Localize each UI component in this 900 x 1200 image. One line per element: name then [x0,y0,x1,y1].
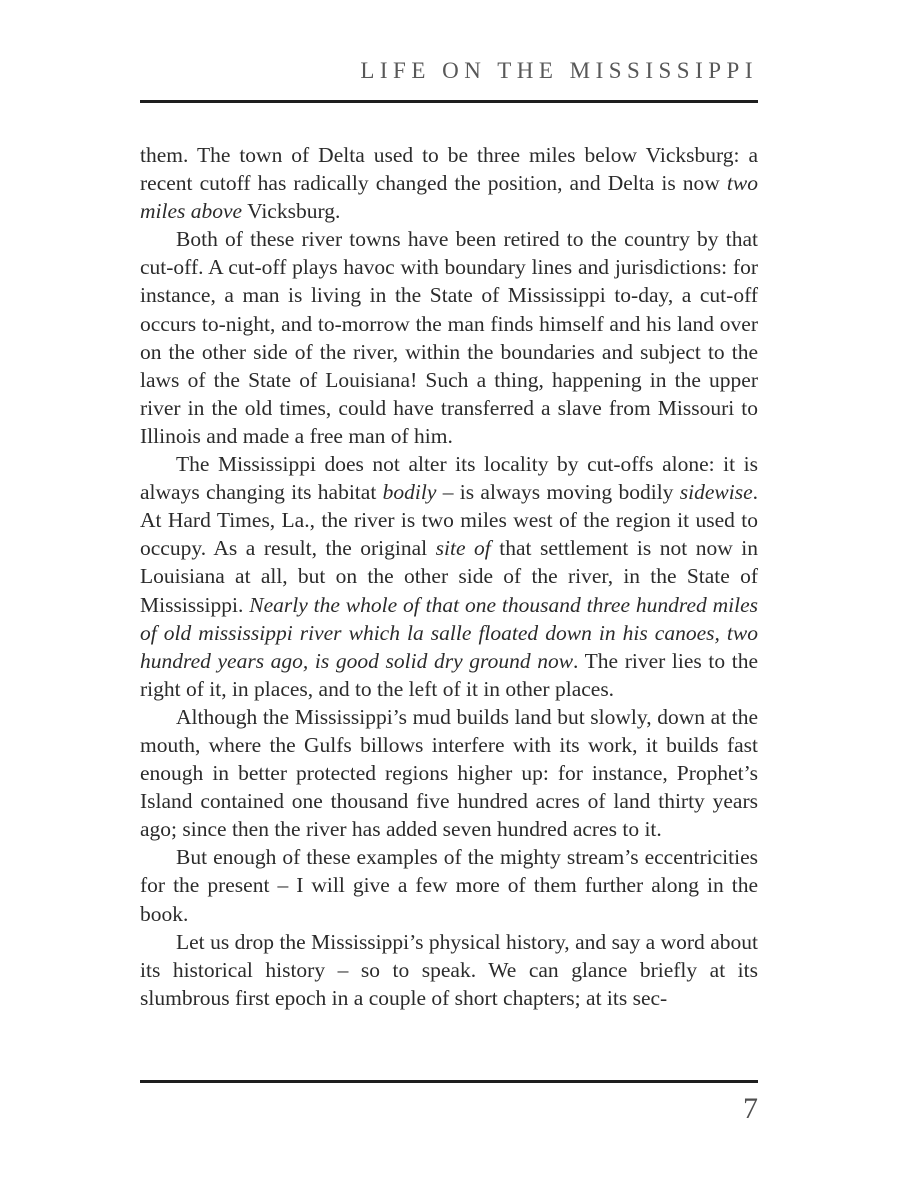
text-run: . The river lies to the right of it, in places, and to the left of it in other places. [140,648,758,701]
italic-text-run: sidewise [679,480,753,505]
paragraph [140,141,758,225]
paragraph [140,225,758,450]
page-header [140,0,758,103]
italic-text-run: site of [435,536,491,561]
page-footer [140,1080,758,1127]
text-run: . At Hard Times, La., the river is two miles west of the region it used to occupy. As a result, the original [140,480,758,561]
text-run: – is always moving bodily [436,480,680,505]
paragraph [140,703,758,843]
running-head-title: LIFE ON THE MISSISSIPPI [360,58,758,83]
paragraph [140,450,758,703]
paragraph [140,928,758,1012]
text-run: Vicksburg. [242,199,341,224]
text-run: But enough of these examples of the mighty stream’s eccentricities for the present – I will give a few more of them further along in the book. [140,845,758,926]
text-run: them. The town of Delta used to be three miles below Vicksburg: a recent cutoff has radically changed the position, and Delta is now [140,143,758,196]
page-number: 7 [743,1092,758,1125]
text-run: Let us drop the Mississippi’s physical history, and say a word about its historical history – so to speak. We can glance briefly at its slumbrous first epoch in a couple of short chapters; at its sec- [140,929,758,1010]
footer-rule [140,1080,758,1083]
italic-text-run: two miles above [140,171,758,224]
header-rule [140,100,758,103]
paragraph [140,843,758,927]
text-run: The Mississippi does not alter its locality by cut-offs alone: it is always changing its habitat [140,452,758,505]
body-text [140,141,758,1012]
text-run: that settlement is not now in Louisiana at all, but on the other side of the river, in the State of Mississippi. [140,536,758,617]
text-run: Although the Mississippi’s mud builds land but slowly, down at the mouth, where the Gulfs billows interfere with its work, it builds fast enough in better protected regions higher up: for instance, Prophet’s Island contained one thousand five hundred acres of land thirty years ago; since then the river has added seven hundred acres to it. [140,704,758,842]
text-run: Both of these river towns have been retired to the country by that cut-off. A cut-off plays havoc with boundary lines and jurisdictions: for instance, a man is living in the State of Mississippi to-day, a cut-off occurs to-night, and to-morrow the man finds himself and his land over on the other side of the river, within the boundaries and subject to the laws of the State of Louisiana! Such a thing, happening in the upper river in the old times, could have transferred a slave from Missouri to Illinois and made a free man of him. [140,227,758,448]
italic-text-run: Nearly the whole of that one thousand three hundred miles of old mississippi river which la salle floated down in his canoes, two hundred years ago, is good solid dry ground now [140,592,758,673]
italic-text-run: bodily [382,480,437,505]
